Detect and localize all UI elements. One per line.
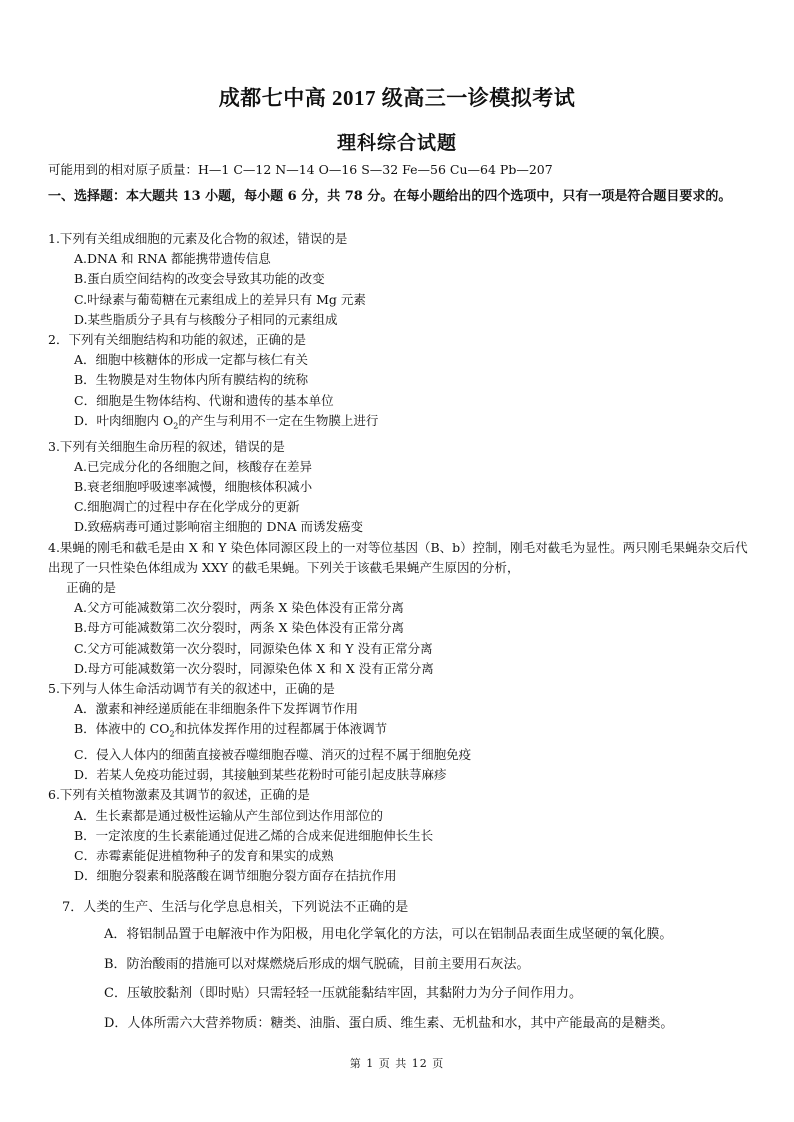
question-4 [48, 538, 760, 679]
question-stem: 7．人类的生产、生活与化学息息相关，下列说法不正确的是 [62, 900, 409, 915]
option-b: B．生物膜是对生物体内所有膜结构的统称 [74, 372, 309, 388]
option-b: B.母方可能减数第二次分裂时，两条 X 染色体没有正常分离 [74, 620, 405, 636]
question-2 [48, 330, 760, 437]
option-d: D．细胞分裂素和脱落酸在调节细胞分裂方面存在拮抗作用 [74, 868, 397, 884]
option-b: B．体液中的 $CO_2$和抗体发挥作用的过程都属于体液调节 [74, 721, 388, 739]
option-c: C.叶绿素与葡萄糖在元素组成上的差异只有 Mg 元素 [74, 291, 366, 307]
option-a: A.已完成分化的各细胞之间，核酸存在差异 [74, 458, 313, 474]
biology-questions [48, 229, 760, 887]
question-stem: 2．下列有关细胞结构和功能的叙述，正确的是 [48, 332, 306, 348]
question-1 [48, 229, 760, 330]
option-a: A．激素和神经递质能在非细胞条件下发挥调节作用 [74, 701, 359, 717]
option-c: C．赤霉素能促进植物种子的发育和果实的成熟 [74, 848, 334, 864]
question-3 [48, 437, 760, 538]
question-stem: 6.下列有关植物激素及其调节的叙述，正确的是 [48, 787, 310, 803]
option-a: A．生长素都是通过极性运输从产生部位到达作用部位的 [74, 807, 384, 823]
exam-title: 成都七中高 2017 级高三一诊模拟考试 [218, 86, 576, 110]
option-c: C．压敏胶黏剂（即时贴）只需轻轻一压就能黏结牢固，其黏附力为分子间作用力。 [104, 986, 582, 1001]
option-d: D．人体所需六大营养物质：糖类、油脂、蛋白质、维生素、无机盐和水，其中产能最高的是糖类。 [104, 1015, 674, 1031]
page-number: 第 1 页 共 12 页 [349, 1057, 445, 1070]
question-stem-end: 正确的是 [66, 579, 117, 595]
option-d: D．叶肉细胞内 $O_2$的产生与利用不一定在生物膜上进行 [74, 412, 379, 431]
question-stem: 3.下列有关细胞生命历程的叙述，错误的是 [48, 438, 285, 454]
exam-subtitle: 理科综合试题 [336, 133, 457, 154]
option-d: D．若某人免疫功能过弱，其接触到某些花粉时可能引起皮肤荨麻疹 [74, 767, 447, 783]
option-b: B．防治酸雨的措施可以对煤燃烧后形成的烟气脱硫，目前主要用石灰法。 [104, 956, 530, 972]
question-6 [48, 785, 760, 886]
option-c: C.细胞凋亡的过程中存在化学成分的更新 [74, 499, 300, 515]
question-5 [48, 679, 760, 786]
question-stem: 1.下列有关组成细胞的元素及化合物的叙述，错误的是 [48, 231, 348, 246]
option-b: B．一定浓度的生长素能通过促进乙烯的合成来促进细胞伸长生长 [74, 827, 434, 843]
option-a: A．将铝制品置于电解液中作为阳极，用电化学氧化的方法，可以在铝制品表面生成坚硬的氧化膜。 [104, 927, 673, 942]
option-d: D.某些脂质分子具有与核酸分子相同的元素组成 [74, 311, 338, 327]
option-d: D.致癌病毒可通过影响宿主细胞的 DNA 而诱发癌变 [74, 519, 363, 535]
option-a: A.父方可能减数第二次分裂时，两条 X 染色体没有正常分离 [74, 600, 404, 616]
option-c: C.父方可能减数第一次分裂时，同源染色体 X 和 Y 没有正常分离 [74, 640, 433, 656]
option-d: D.母方可能减数第一次分裂时，同源染色体 X 和 X 没有正常分离 [74, 660, 434, 676]
option-b: B.衰老细胞呼吸速率减慢，细胞核体积减小 [74, 478, 313, 494]
option-c: C．细胞是生物体结构、代谢和遗传的基本单位 [74, 392, 334, 408]
option-a: A.DNA 和 RNA 都能携带遗传信息 [74, 251, 271, 267]
atomic-masses-line: 可能用到的相对原子质量：H—1 C—12 N—14 O—16 S—32 Fe—56 Cu—64 Pb—207 [48, 162, 553, 177]
question-7 [48, 896, 760, 1038]
option-b: B.蛋白质空间结构的改变会导致其功能的改变 [74, 271, 325, 287]
section-heading: 一、选择题：本大题共 13 小题，每小题 6 分，共 78 分。在每小题给出的四个选项中，只有一项是符合题目要求的。 [48, 189, 732, 204]
option-a: A．细胞中核糖体的形成一定都与核仁有关 [74, 352, 309, 368]
question-stem: 4.果蝇的刚毛和截毛是由 X 和 Y 染色体同源区段上的一对等位基因（B、b）控制，刚毛对截毛为显性。两只刚毛果蝇杂交后代出现了一只性染色体组成为 XXY 的截毛果蝇。下列关于该截毛果蝇产生原因的分析， [48, 539, 748, 575]
question-stem: 5.下列与人体生命活动调节有关的叙述中，正确的是 [48, 680, 335, 696]
option-c: C．侵入人体内的细菌直接被吞噬细胞吞噬、消灭的过程不属于细胞免疫 [74, 747, 472, 763]
